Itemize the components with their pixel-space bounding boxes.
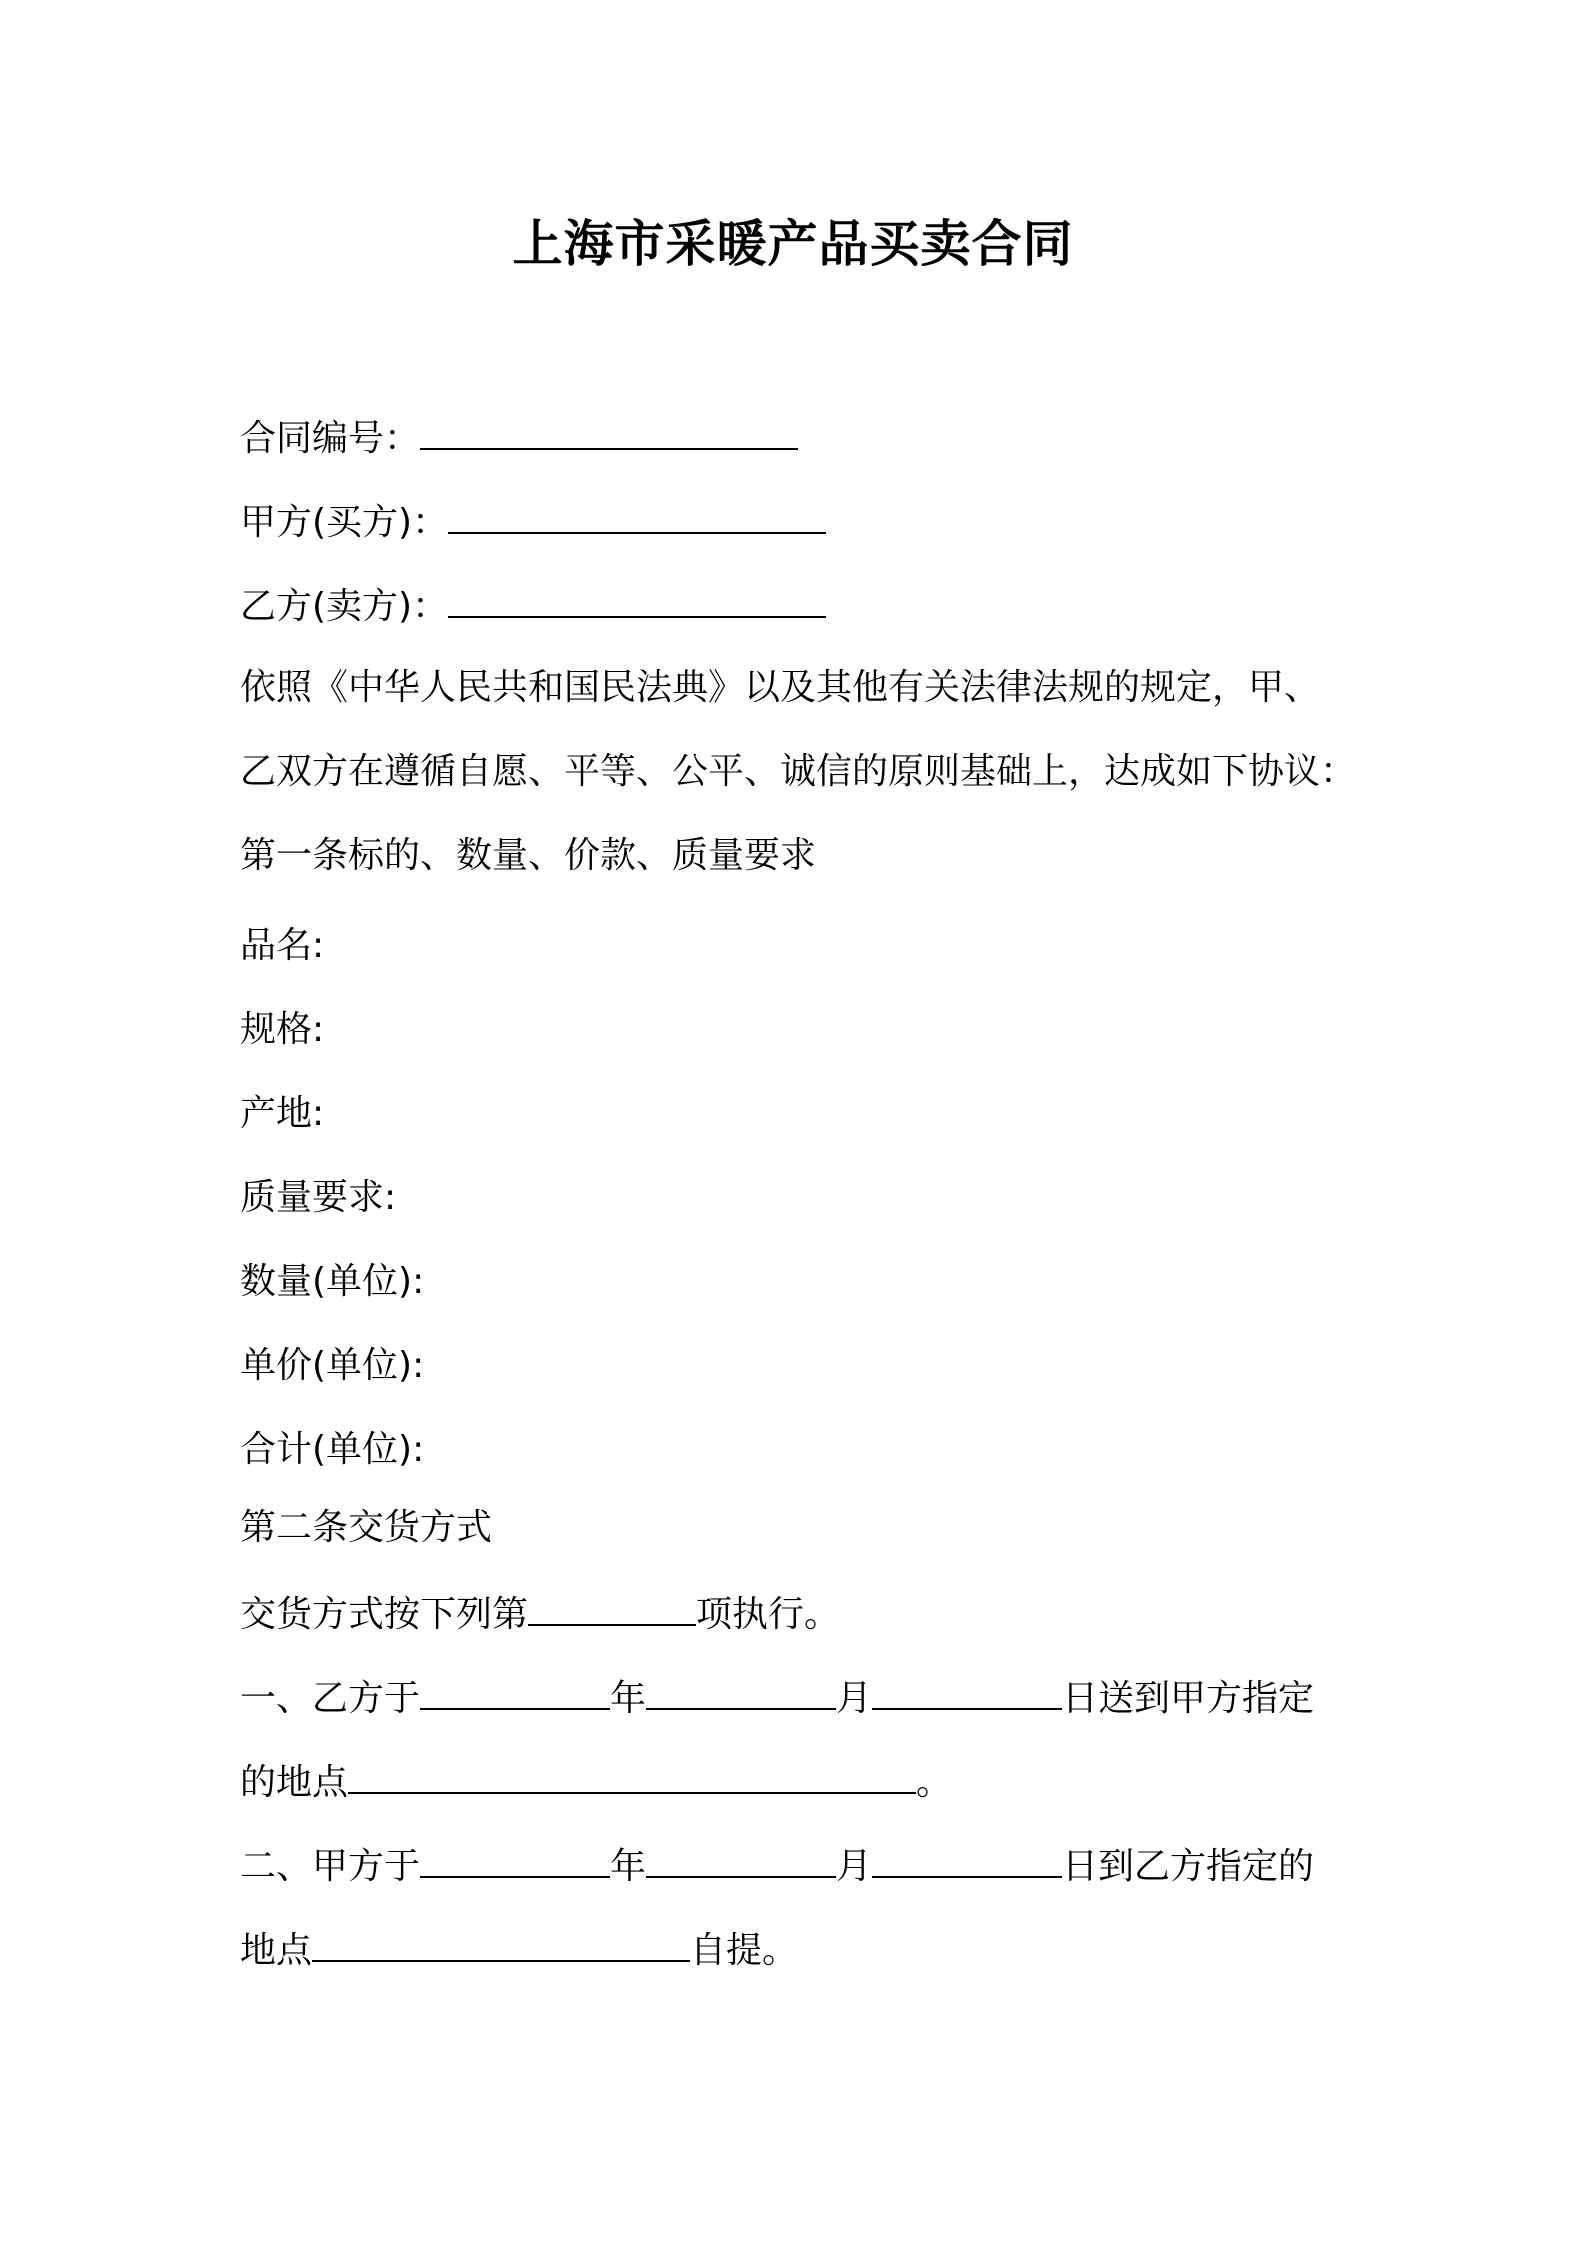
option-1-line-1 [240, 1672, 1314, 1723]
option-2-prefix: 二、甲方于 [240, 1846, 421, 1887]
option-1-location-prefix: 的地点 [240, 1762, 349, 1803]
document-title: 上海市采暖产品买卖合同 [512, 215, 1074, 273]
field-product-name: 品名: [240, 925, 325, 966]
option-2-day-tail: 日到乙方指定的 [1062, 1846, 1315, 1887]
party-a-label: 甲方(买方)： [240, 502, 449, 543]
field-quantity: 数量(单位): [240, 1261, 425, 1302]
field-origin: 产地: [240, 1093, 325, 1134]
delivery-method-line [240, 1588, 840, 1639]
party-b-label: 乙方(卖方)： [240, 586, 449, 627]
option-1-line-2 [240, 1756, 952, 1807]
intro-line-1: 依照《中华人民共和国民法典》以及其他有关法律法规的规定，甲、 [240, 667, 1321, 708]
party-b-blank [448, 580, 826, 618]
article-2-heading: 第二条交货方式 [240, 1507, 493, 1548]
option-2-line-1 [240, 1840, 1314, 1891]
option-2-month-blank [646, 1840, 836, 1878]
contract-number-blank [420, 412, 798, 450]
field-total: 合计(单位): [240, 1429, 425, 1470]
party-a-line [240, 496, 826, 547]
option-2-day-blank [872, 1840, 1062, 1878]
option-2-line-2 [240, 1924, 798, 1975]
option-1-day-blank [872, 1672, 1062, 1710]
delivery-method-suffix: 项执行。 [696, 1594, 841, 1635]
field-unit-price: 单价(单位): [240, 1345, 425, 1386]
option-2-year: 年 [610, 1846, 647, 1887]
option-1-year: 年 [610, 1678, 647, 1719]
party-a-blank [448, 496, 826, 534]
option-1-year-blank [420, 1672, 610, 1710]
option-1-month-blank [646, 1672, 836, 1710]
option-2-location-suffix: 自提。 [690, 1930, 799, 1971]
field-specification: 规格: [240, 1009, 325, 1050]
option-1-prefix: 一、乙方于 [240, 1678, 421, 1719]
contract-number-label: 合同编号： [240, 418, 421, 459]
party-b-line [240, 580, 826, 631]
article-1-heading: 第一条标的、数量、价款、质量要求 [240, 835, 817, 876]
option-2-location-prefix: 地点 [240, 1930, 313, 1971]
option-1-location-blank [348, 1756, 916, 1794]
option-1-month: 月 [836, 1678, 873, 1719]
option-2-year-blank [420, 1840, 610, 1878]
option-1-day-tail: 日送到甲方指定 [1062, 1678, 1315, 1719]
option-2-month: 月 [836, 1846, 873, 1887]
delivery-method-blank [528, 1588, 696, 1626]
delivery-method-prefix: 交货方式按下列第 [240, 1594, 529, 1635]
field-quality: 质量要求: [240, 1177, 397, 1218]
option-1-location-suffix: 。 [916, 1762, 953, 1803]
intro-line-2: 乙双方在遵循自愿、平等、公平、诚信的原则基础上，达成如下协议： [240, 751, 1357, 792]
option-2-location-blank [312, 1924, 690, 1962]
contract-number-line [240, 412, 798, 463]
